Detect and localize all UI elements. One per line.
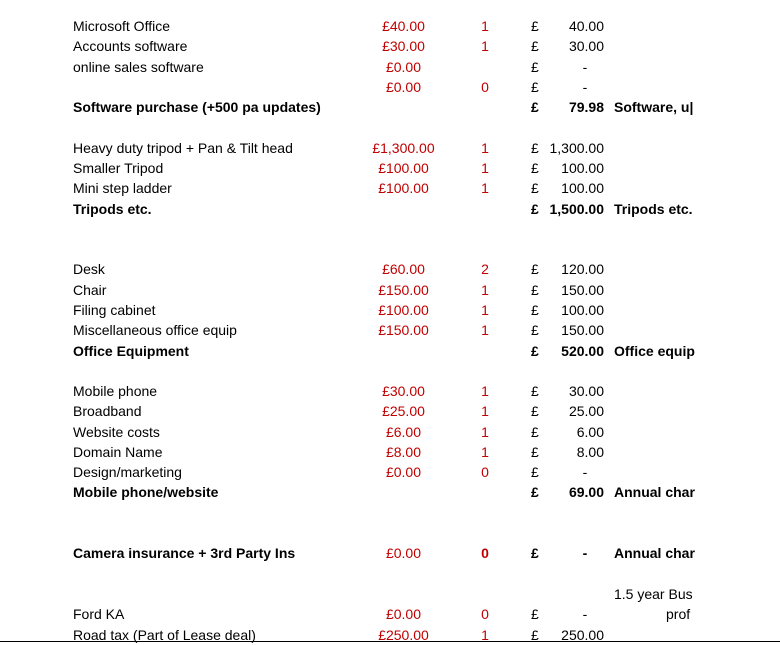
total-amount-cell[interactable]: - xyxy=(582,59,588,75)
spreadsheet-row[interactable] xyxy=(0,462,780,482)
spreadsheet-row[interactable] xyxy=(0,199,780,219)
currency-symbol-cell[interactable]: £ xyxy=(531,545,539,561)
total-amount-cell[interactable]: 69.00 xyxy=(568,484,604,500)
item-description-cell[interactable]: Accounts software xyxy=(73,38,188,54)
unit-price-cell[interactable]: £100.00 xyxy=(378,160,429,176)
quantity-cell[interactable]: 1 xyxy=(481,383,489,399)
quantity-cell[interactable]: 0 xyxy=(481,79,489,95)
total-amount-cell[interactable]: 8.00 xyxy=(576,444,604,460)
total-amount-cell[interactable]: 250.00 xyxy=(561,627,604,643)
unit-price-cell[interactable]: £30.00 xyxy=(382,383,425,399)
category-note-cell[interactable]: prof xyxy=(666,606,691,622)
total-amount-cell[interactable]: 6.00 xyxy=(576,424,604,440)
unit-price-cell[interactable]: £8.00 xyxy=(385,444,422,460)
total-amount-cell[interactable]: 100.00 xyxy=(561,160,604,176)
total-amount-cell[interactable]: 520.00 xyxy=(561,343,604,359)
total-amount-cell[interactable]: 100.00 xyxy=(561,180,604,196)
spreadsheet-row[interactable] xyxy=(0,442,780,462)
currency-symbol-cell[interactable]: £ xyxy=(531,140,539,156)
item-description-cell[interactable]: Desk xyxy=(73,261,105,277)
total-amount-cell[interactable]: 1,300.00 xyxy=(549,140,604,156)
spreadsheet-row[interactable] xyxy=(0,57,780,77)
unit-price-cell[interactable]: £6.00 xyxy=(385,424,422,440)
total-amount-cell[interactable]: 79.98 xyxy=(568,99,604,115)
quantity-cell[interactable]: 0 xyxy=(481,606,489,622)
quantity-cell[interactable]: 1 xyxy=(481,18,489,34)
total-amount-cell[interactable]: 150.00 xyxy=(561,282,604,298)
spreadsheet-row[interactable] xyxy=(0,97,780,117)
spreadsheet-row[interactable] xyxy=(0,604,780,624)
item-description-cell[interactable]: Mini step ladder xyxy=(73,180,172,196)
currency-symbol-cell[interactable]: £ xyxy=(531,606,539,622)
currency-symbol-cell[interactable]: £ xyxy=(531,160,539,176)
item-description-cell[interactable]: Mobile phone/website xyxy=(73,484,219,500)
currency-symbol-cell[interactable]: £ xyxy=(531,282,539,298)
total-amount-cell[interactable]: 150.00 xyxy=(561,322,604,338)
quantity-cell[interactable]: 1 xyxy=(481,424,489,440)
total-amount-cell[interactable]: 30.00 xyxy=(568,383,604,399)
unit-price-cell[interactable]: £0.00 xyxy=(385,545,422,561)
unit-price-cell[interactable]: £0.00 xyxy=(385,59,422,75)
spreadsheet-row[interactable] xyxy=(0,16,780,36)
spreadsheet-row[interactable] xyxy=(0,482,780,502)
item-description-cell[interactable]: Road tax (Part of Lease deal) xyxy=(73,627,256,643)
currency-symbol-cell[interactable]: £ xyxy=(531,424,539,440)
category-note-cell[interactable]: Software, u| xyxy=(614,99,694,115)
quantity-cell[interactable]: 1 xyxy=(481,282,489,298)
total-amount-cell[interactable]: - xyxy=(582,464,588,480)
unit-price-cell[interactable]: £0.00 xyxy=(385,606,422,622)
quantity-cell[interactable]: 0 xyxy=(481,545,489,561)
category-note-cell[interactable]: Annual char xyxy=(614,484,695,500)
quantity-cell[interactable]: 1 xyxy=(481,403,489,419)
item-description-cell[interactable]: Website costs xyxy=(73,424,160,440)
unit-price-cell[interactable]: £250.00 xyxy=(378,627,429,643)
unit-price-cell[interactable]: £60.00 xyxy=(382,261,425,277)
spreadsheet-row[interactable] xyxy=(0,138,780,158)
currency-symbol-cell[interactable]: £ xyxy=(531,302,539,318)
currency-symbol-cell[interactable]: £ xyxy=(531,59,539,75)
spreadsheet-row[interactable] xyxy=(0,158,780,178)
unit-price-cell[interactable]: £150.00 xyxy=(378,322,429,338)
category-note-cell[interactable]: 1.5 year Bus xyxy=(614,586,693,602)
quantity-cell[interactable]: 1 xyxy=(481,180,489,196)
item-description-cell[interactable]: Filing cabinet xyxy=(73,302,156,318)
unit-price-cell[interactable]: £40.00 xyxy=(382,18,425,34)
unit-price-cell[interactable]: £100.00 xyxy=(378,180,429,196)
currency-symbol-cell[interactable]: £ xyxy=(531,18,539,34)
total-amount-cell[interactable]: - xyxy=(582,606,588,622)
item-description-cell[interactable]: Camera insurance + 3rd Party Ins xyxy=(73,545,296,561)
currency-symbol-cell[interactable]: £ xyxy=(531,383,539,399)
unit-price-cell[interactable]: £0.00 xyxy=(385,464,422,480)
unit-price-cell[interactable]: £0.00 xyxy=(385,79,422,95)
unit-price-cell[interactable]: £100.00 xyxy=(378,302,429,318)
spreadsheet-row[interactable] xyxy=(0,280,780,300)
item-description-cell[interactable]: Mobile phone xyxy=(73,383,158,399)
spreadsheet-row[interactable] xyxy=(0,300,780,320)
quantity-cell[interactable]: 0 xyxy=(481,464,489,480)
item-description-cell[interactable]: Software purchase (+500 pa updates) xyxy=(73,99,321,115)
quantity-cell[interactable]: 1 xyxy=(481,38,489,54)
currency-symbol-cell[interactable]: £ xyxy=(531,322,539,338)
spreadsheet-row[interactable] xyxy=(0,320,780,340)
spreadsheet-row[interactable] xyxy=(0,625,780,645)
item-description-cell[interactable]: Ford KA xyxy=(73,606,125,622)
currency-symbol-cell[interactable]: £ xyxy=(531,484,539,500)
item-description-cell[interactable]: Heavy duty tripod + Pan & Tilt head xyxy=(73,140,293,156)
quantity-cell[interactable]: 1 xyxy=(481,302,489,318)
item-description-cell[interactable]: Broadband xyxy=(73,403,142,419)
category-note-cell[interactable]: Tripods etc. xyxy=(614,201,693,217)
currency-symbol-cell[interactable]: £ xyxy=(531,444,539,460)
item-description-cell[interactable]: Design/marketing xyxy=(73,464,182,480)
category-note-cell[interactable]: Office equip xyxy=(614,343,695,359)
item-description-cell[interactable]: Miscellaneous office equip xyxy=(73,322,237,338)
unit-price-cell[interactable]: £1,300.00 xyxy=(372,140,435,156)
total-amount-cell[interactable]: 120.00 xyxy=(561,261,604,277)
currency-symbol-cell[interactable]: £ xyxy=(531,343,539,359)
item-description-cell[interactable]: Chair xyxy=(73,282,107,298)
item-description-cell[interactable]: Tripods etc. xyxy=(73,201,152,217)
unit-price-cell[interactable]: £25.00 xyxy=(382,403,425,419)
item-description-cell[interactable]: online sales software xyxy=(73,59,204,75)
total-amount-cell[interactable]: 25.00 xyxy=(568,403,604,419)
quantity-cell[interactable]: 1 xyxy=(481,444,489,460)
spreadsheet-row[interactable] xyxy=(0,178,780,198)
item-description-cell[interactable]: Smaller Tripod xyxy=(73,160,164,176)
quantity-cell[interactable]: 1 xyxy=(481,140,489,156)
quantity-cell[interactable]: 2 xyxy=(481,261,489,277)
item-description-cell[interactable]: Microsoft Office xyxy=(73,18,170,34)
currency-symbol-cell[interactable]: £ xyxy=(531,79,539,95)
category-note-cell[interactable]: Annual char xyxy=(614,545,695,561)
item-description-cell[interactable]: Domain Name xyxy=(73,444,163,460)
total-amount-cell[interactable]: 30.00 xyxy=(568,38,604,54)
total-amount-cell[interactable]: 1,500.00 xyxy=(549,201,604,217)
spreadsheet-row[interactable] xyxy=(0,341,780,361)
total-amount-cell[interactable]: - xyxy=(582,545,588,561)
spreadsheet-row[interactable] xyxy=(0,77,780,97)
currency-symbol-cell[interactable]: £ xyxy=(531,99,539,115)
spreadsheet-row[interactable] xyxy=(0,259,780,279)
currency-symbol-cell[interactable]: £ xyxy=(531,201,539,217)
quantity-cell[interactable]: 1 xyxy=(481,322,489,338)
currency-symbol-cell[interactable]: £ xyxy=(531,403,539,419)
currency-symbol-cell[interactable]: £ xyxy=(531,180,539,196)
spreadsheet-row[interactable] xyxy=(0,401,780,421)
spreadsheet-row[interactable] xyxy=(0,543,780,563)
total-amount-cell[interactable]: 40.00 xyxy=(568,18,604,34)
total-amount-cell[interactable]: 100.00 xyxy=(561,302,604,318)
spreadsheet-row[interactable] xyxy=(0,36,780,56)
quantity-cell[interactable]: 1 xyxy=(481,160,489,176)
spreadsheet-row[interactable] xyxy=(0,381,780,401)
currency-symbol-cell[interactable]: £ xyxy=(531,627,539,643)
spreadsheet-row[interactable] xyxy=(0,584,780,604)
total-amount-cell[interactable]: - xyxy=(582,79,588,95)
currency-symbol-cell[interactable]: £ xyxy=(531,261,539,277)
spreadsheet-row[interactable] xyxy=(0,422,780,442)
quantity-cell[interactable]: 1 xyxy=(481,627,489,643)
currency-symbol-cell[interactable]: £ xyxy=(531,464,539,480)
unit-price-cell[interactable]: £150.00 xyxy=(378,282,429,298)
currency-symbol-cell[interactable]: £ xyxy=(531,38,539,54)
unit-price-cell[interactable]: £30.00 xyxy=(382,38,425,54)
item-description-cell[interactable]: Office Equipment xyxy=(73,343,189,359)
